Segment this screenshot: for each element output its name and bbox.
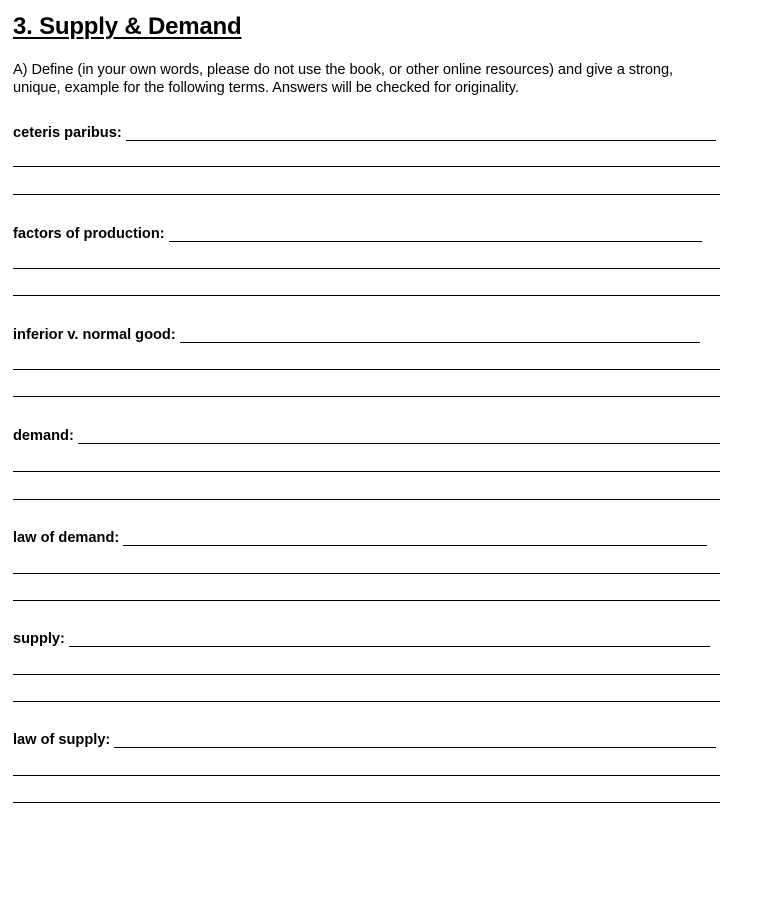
term-row [13, 731, 716, 749]
answer-line[interactable] [13, 600, 720, 601]
term-block-factors-of-production [13, 225, 726, 305]
answer-line[interactable] [13, 775, 720, 776]
answer-line[interactable] [13, 166, 720, 167]
answer-line[interactable] [13, 396, 720, 397]
term-row [13, 529, 707, 547]
term-row [13, 427, 720, 445]
answer-line[interactable] [13, 295, 720, 296]
answer-line[interactable] [13, 499, 720, 500]
answer-line[interactable] [13, 573, 720, 574]
term-label: ceteris paribus: [13, 125, 122, 141]
instructions-text: A) Define (in your own words, please do not use the book, or other online resources) and give a strong, unique, example for the following terms. Answers will be checked for originality. [13, 62, 674, 96]
answer-line[interactable] [13, 194, 720, 195]
term-block-inferior-normal-good [13, 326, 726, 406]
term-block-supply [13, 630, 726, 710]
answer-line[interactable] [169, 227, 702, 242]
term-block-demand [13, 427, 726, 507]
answer-line[interactable] [69, 632, 710, 647]
term-row [13, 124, 716, 142]
answer-line[interactable] [180, 328, 700, 343]
answer-line[interactable] [13, 471, 720, 472]
answer-line[interactable] [78, 429, 720, 444]
term-label: law of supply: [13, 732, 111, 748]
section-title: 3. Supply & Demand [13, 13, 242, 40]
term-row [13, 326, 700, 344]
term-block-law-of-supply [13, 731, 726, 811]
answer-line[interactable] [114, 733, 716, 748]
answer-line[interactable] [13, 674, 720, 675]
answer-line[interactable] [126, 126, 716, 141]
term-label: inferior v. normal good: [13, 327, 176, 343]
answer-line[interactable] [13, 701, 720, 702]
answer-line[interactable] [123, 531, 707, 546]
term-label: demand: [13, 428, 74, 444]
term-block-ceteris-paribus [13, 124, 726, 204]
answer-line[interactable] [13, 802, 720, 803]
term-label: factors of production: [13, 226, 165, 242]
answer-line[interactable] [13, 268, 720, 269]
term-label: supply: [13, 631, 65, 647]
term-row [13, 630, 710, 648]
term-row [13, 225, 702, 243]
term-label: law of demand: [13, 530, 120, 546]
term-block-law-of-demand [13, 529, 726, 609]
answer-line[interactable] [13, 369, 720, 370]
